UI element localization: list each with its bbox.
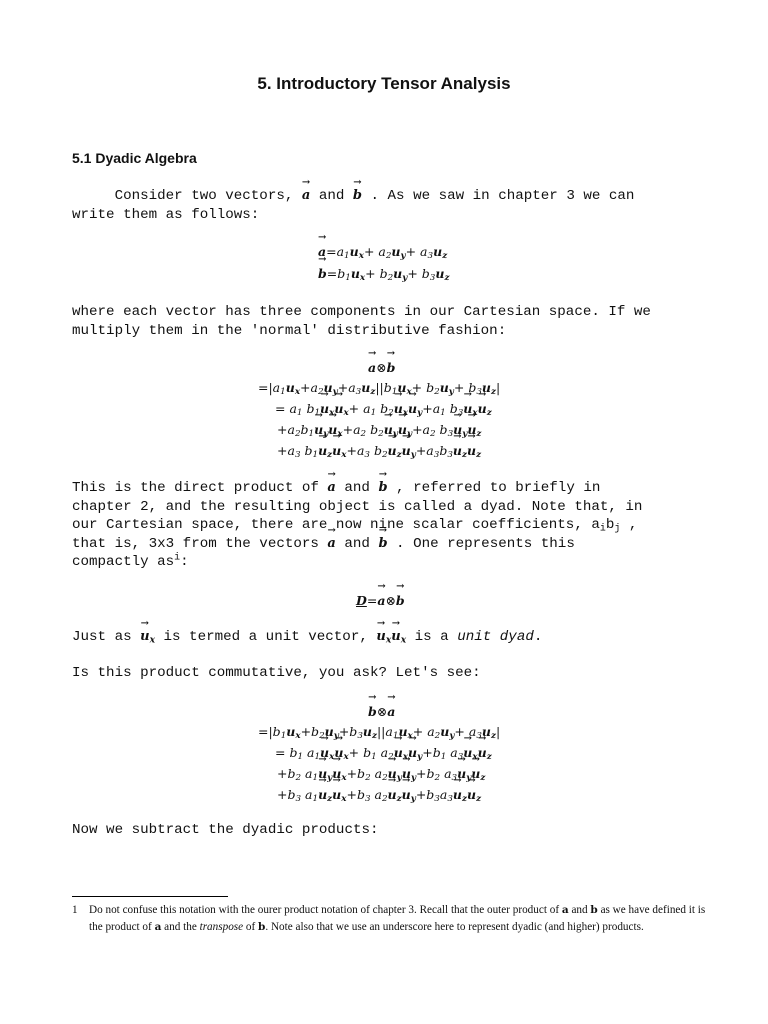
equation-a: → $a=a_1u_x+ a_2u_y+ a_3u_z$ [318,242,447,262]
chapter-title: 5. Introductory Tensor Analysis [257,74,511,93]
equation-ba-line2: = $b_1$ $a_1\to u_x\to u_x+ b_1$ $a_2\to u_x\to u_y+b_1$ $a_3\to u_x\to u_z$ [275,743,492,763]
paragraph-components: where each vector has three components in our Cartesian space. If we multiply them in the 'normal' distributive fashion: [72,304,651,339]
paragraph-intro: Consider two vectors, → a and → b . As we saw in chapter 3 we can write them as follows: [72,187,702,224]
paragraph-direct-product: This is the direct product of → a and → b , referred to briefly in chapter 2, and the resulting object is called a dyad. Note that, in our Cartesian space, there are now nine scalar coefficients, $a_ib_j$ , that is, 3x3 from the vectors → a and → b . One represents this compactly $as^i$: [72,479,702,572]
equation-ab-line1: $=|a_1u_x+a_2u_y+a_3u_z||b_1u_x+ b_2u_y+ b_3u_z|$ [258,380,501,398]
equation-ab-line4: $+a_3$ $b_1\to u_z\to u_x+a_3$ $b_2\to u_z\to u_y+a_3b_3\to u_z\to u_z$ [277,441,481,461]
section-heading: 5.1 Dyadic Algebra [72,150,197,166]
footnote-text: Do not confuse this notation with the ourer product notation of chapter 3. Recall that the outer product of a and b as we have defined it is the product of a and the transpose of b. Note also that we use an underscore here to represent dyadic (and higher) products. [89,904,706,933]
footnote-ref: i [174,551,181,563]
equation-ba-line1: $=|b_1u_x+b_2u_y+b_3u_z||a_1u_x+ a_2u_y+ a_3u_z|$ [258,724,501,742]
paragraph-subtract: Now we subtract the dyadic products: [72,822,379,838]
footnote-divider [72,896,228,897]
vector-a: → a [302,188,310,203]
equation-ba-header: → b⊗→ a [368,702,395,722]
paragraph-unit-dyad: Just as → $u_x$ is termed a unit vector, → $u_x\to u_x$ is a unit dyad. [72,628,702,647]
equation-dyad-definition: D=→ a⊗→ b [356,591,405,611]
equation-b: → $b=b_1u_x+ b_2u_y+ b_3u_z$ [318,264,449,284]
equation-ba-line3: $+b_2$ $a_1\to u_y\to u_x+b_2$ $a_2\to u_y\to u_y+b_2$ $a_3\to u_y\to u_z$ [277,764,485,784]
paragraph-commutative: Is this product commutative, you ask? Let's see: [72,665,481,681]
equation-ba-line4: $+b_3$ $a_1\to u_z\to u_x+b_3$ $a_2\to u_z\to u_y+b_3a_3\to u_z\to u_z$ [277,785,481,805]
equation-ab-line3: $+a_2b_1\to u_y\to u_x+a_2$ $b_2\to u_y\to u_y+a_2$ $b_3\to u_y\to u_z$ [277,420,481,440]
equation-ab-line2: = $a_1$ $b_1\to u_x\to u_x+ a_1$ $b_2\to u_x\to u_y+a_1$ $b_3\to u_x\to u_z$ [275,399,492,419]
vector-b: → b [353,188,362,203]
equation-ab-header: → a⊗→ b [368,358,395,378]
footnote-number: 1 [72,904,78,916]
